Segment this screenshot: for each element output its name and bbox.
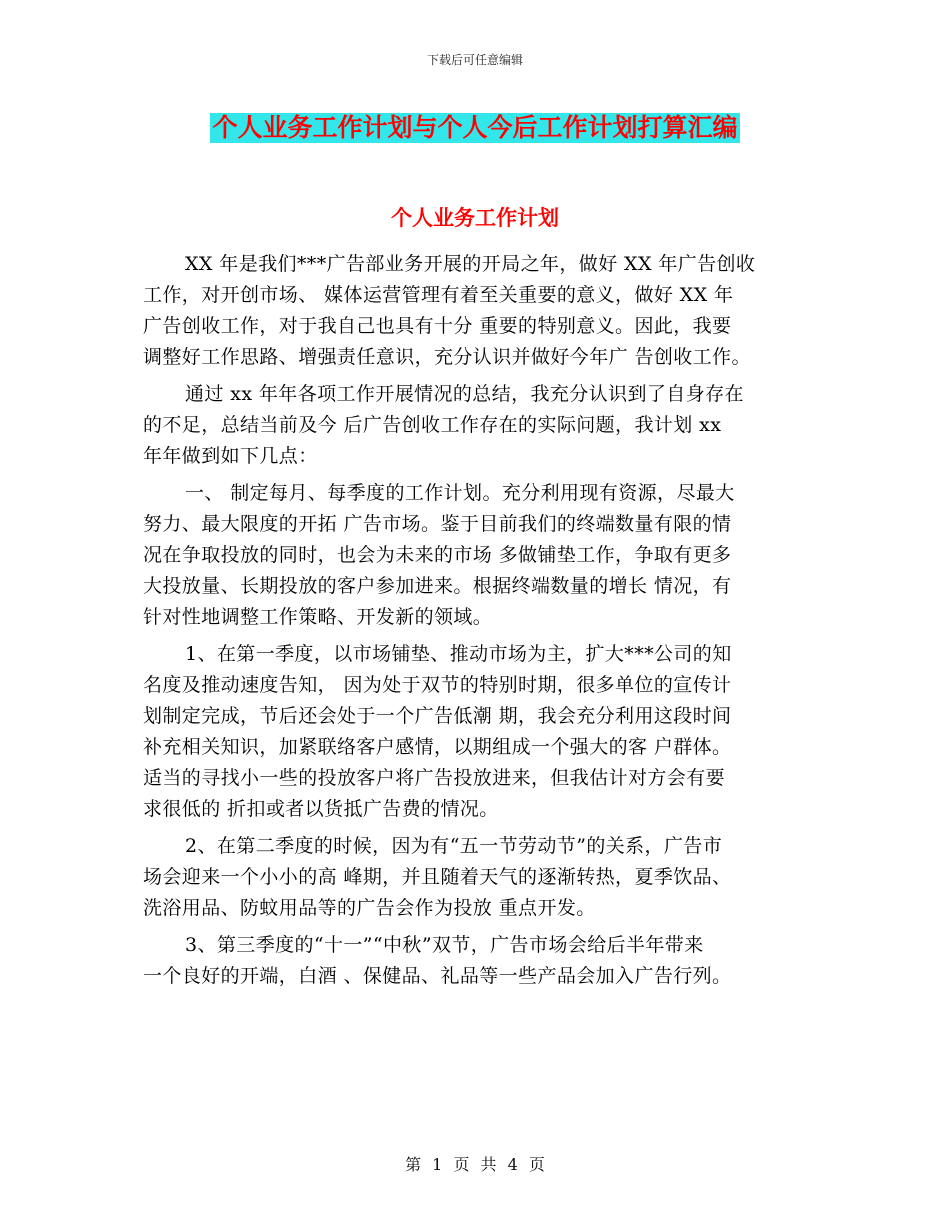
text-line: 广告创收工作，对于我自己也具有十分 重要的特别意义。因此，我要 (143, 315, 732, 337)
text-line: 一个良好的开端，白酒 、保健品、礼品等一些产品会加入广告行列。 (143, 965, 732, 987)
document-title-container (0, 113, 950, 143)
section-title: 个人业务工作计划 (391, 206, 559, 230)
paragraph-summary (143, 379, 813, 472)
text-line: 适当的寻找小一些的投放客户将广告投放进来，但我估计对方会有要 (143, 767, 726, 789)
page-number: 第 1 页 共 4 页 (405, 1155, 545, 1174)
text-line: 通过 xx 年年各项工作开展情况的总结，我充分认识到了自身存在 (185, 383, 744, 405)
paragraph-quarter-three (143, 930, 813, 992)
text-line: 3、第三季度的“十一”“中秋”双节，广告市场会给后半年带来 (185, 934, 704, 956)
text-line: 大投放量、长期投放的客户参加进来。根据终端数量的增长 情况，有 (143, 575, 732, 597)
text-line: 一、 制定每月、每季度的工作计划。充分利用现有资源，尽最大 (185, 482, 735, 504)
document-title: 个人业务工作计划与个人今后工作计划打算汇编 (212, 113, 738, 142)
text-line: XX 年是我们***广告部业务开展的开局之年，做好 XX 年广告创收 (185, 253, 756, 275)
document-body (143, 249, 813, 992)
text-line: 努力、最大限度的开拓 广告市场。鉴于目前我们的终端数量有限的情 (143, 513, 732, 535)
text-line: 况在争取投放的同时，也会为未来的市场 多做铺垫工作，争取有更多 (143, 544, 732, 566)
paragraph-quarter-two (143, 831, 813, 924)
paragraph-intro (143, 249, 813, 373)
text-line: 工作，对开创市场、 媒体运营管理有着至关重要的意义，做好 XX 年 (143, 284, 734, 306)
text-line: 年年做到如下几点： (143, 445, 318, 467)
text-line: 场会迎来一个小小的高 峰期，并且随着天气的逐渐转热，夏季饮品、 (143, 866, 732, 888)
text-line: 名度及推动速度告知， 因为处于双节的特别时期，很多单位的宣传计 (143, 674, 732, 696)
text-line: 洗浴用品、防蚊用品等的广告会作为投放 重点开发。 (143, 897, 596, 919)
text-line: 划制定完成，节后还会处于一个广告低潮 期，我会充分利用这段时间 (143, 705, 732, 727)
paragraph-plan-one (143, 478, 813, 633)
text-line: 的不足，总结当前及今 后广告创收工作存在的实际问题，我计划 xx (143, 414, 722, 436)
text-line: 针对性地调整工作策略、开发新的领域。 (143, 606, 493, 628)
text-line: 2、在第二季度的时候，因为有“五一节劳动节”的关系，广告市 (185, 835, 723, 857)
paragraph-quarter-one (143, 639, 813, 825)
text-line: 1、在第一季度，以市场铺垫、推动市场为主，扩大***公司的知 (185, 643, 732, 665)
text-line: 补充相关知识，加紧联络客户感情，以期组成一个强大的客 户群体。 (143, 736, 732, 758)
page-header-note: 下载后可任意编辑 (426, 53, 523, 67)
text-line: 调整好工作思路、增强责任意识，充分认识并做好今年广 告创收工作。 (143, 346, 751, 368)
text-line: 求很低的 折扣或者以货抵广告费的情况。 (143, 798, 499, 820)
